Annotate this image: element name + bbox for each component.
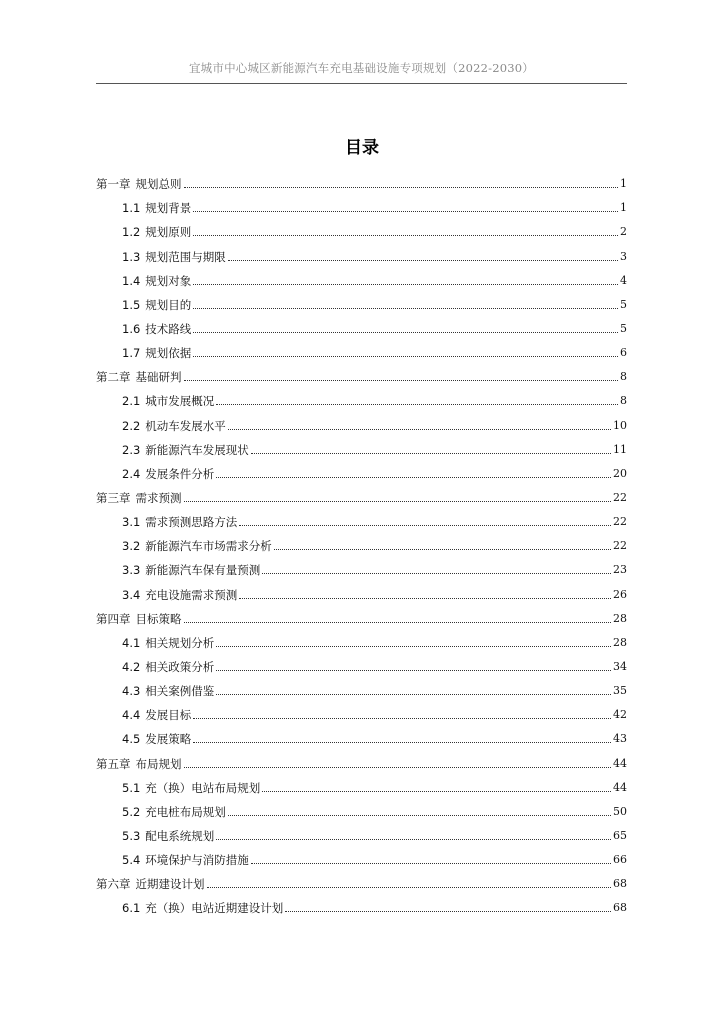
- toc-dot-leader: [228, 429, 611, 430]
- toc-section-entry[interactable]: [96, 700, 627, 724]
- toc-entry-title: 布局规划: [135, 756, 182, 771]
- toc-entry-number: 2.1: [122, 394, 141, 409]
- toc-entry-number: 3.3: [122, 563, 141, 578]
- toc-page-number: 3: [620, 249, 627, 263]
- toc-dot-leader: [216, 646, 611, 647]
- toc-dot-leader: [184, 380, 619, 381]
- toc-entry-label: [122, 538, 272, 555]
- toc-entry-label: [122, 707, 191, 724]
- toc-entry-label: [122, 562, 260, 579]
- toc-page-number: 68: [613, 877, 627, 891]
- toc-entry-number: 4.4: [122, 708, 141, 723]
- toc-section-entry[interactable]: [96, 217, 627, 241]
- toc-entry-number: 第四章: [96, 611, 131, 626]
- toc-entry-number: 3.2: [122, 539, 141, 554]
- toc-page-number: 23: [613, 563, 627, 577]
- toc-entry-number: 4.1: [122, 635, 141, 650]
- toc-page-number: 28: [613, 635, 627, 649]
- toc-dot-leader: [239, 598, 611, 599]
- toc-section-entry[interactable]: [96, 435, 627, 459]
- toc-section-entry[interactable]: [96, 338, 627, 362]
- toc-entry-label: [96, 490, 182, 507]
- toc-section-entry[interactable]: [96, 845, 627, 869]
- toc-entry-number: 4.3: [122, 684, 141, 699]
- toc-page-number: 26: [613, 587, 627, 601]
- toc-entry-title: 配电系统规划: [145, 828, 215, 843]
- toc-entry-title: 新能源汽车市场需求分析: [145, 539, 272, 554]
- table-of-contents: [96, 169, 627, 917]
- toc-entry-number: 第六章: [96, 877, 131, 892]
- toc-page-number: 65: [613, 828, 627, 842]
- toc-entry-title: 发展目标: [145, 708, 192, 723]
- toc-entry-label: [122, 418, 226, 435]
- toc-section-entry[interactable]: [96, 314, 627, 338]
- toc-page-number: 1: [620, 177, 627, 191]
- toc-entry-label: [122, 224, 191, 241]
- toc-page-number: 42: [613, 708, 627, 722]
- toc-entry-label: [122, 683, 214, 700]
- toc-page-number: 66: [613, 853, 627, 867]
- toc-entry-number: 第五章: [96, 756, 131, 771]
- toc-entry-number: 第三章: [96, 490, 131, 505]
- toc-section-entry[interactable]: [96, 579, 627, 603]
- toc-entry-title: 新能源汽车保有量预测: [145, 563, 261, 578]
- toc-entry-label: [122, 297, 191, 314]
- toc-entry-number: 6.1: [122, 901, 141, 916]
- toc-entry-title: 基础研判: [135, 370, 182, 385]
- toc-entry-label: [122, 828, 214, 845]
- toc-section-entry[interactable]: [96, 724, 627, 748]
- toc-entry-number: 4.5: [122, 732, 141, 747]
- toc-dot-leader: [262, 791, 611, 792]
- toc-entry-title: 规划对象: [145, 273, 192, 288]
- toc-entry-number: 1.5: [122, 297, 141, 312]
- header-divider: [96, 83, 627, 84]
- toc-entry-number: 3.4: [122, 587, 141, 602]
- toc-entry-label: [122, 321, 191, 338]
- toc-dot-leader: [193, 332, 618, 333]
- toc-dot-leader: [216, 477, 611, 478]
- toc-entry-label: [122, 852, 249, 869]
- toc-page-number: 22: [613, 490, 627, 504]
- toc-entry-title: 目标策略: [135, 611, 182, 626]
- toc-page-number: 8: [620, 370, 627, 384]
- toc-entry-label: [122, 442, 249, 459]
- toc-entry-title: 需求预测: [135, 490, 182, 505]
- toc-entry-title: 充（换）电站布局规划: [145, 780, 261, 795]
- toc-page-number: 68: [613, 901, 627, 915]
- toc-entry-title: 充电桩布局规划: [145, 804, 226, 819]
- toc-entry-title: 相关案例借鉴: [145, 684, 215, 699]
- toc-entry-label: [122, 514, 237, 531]
- toc-dot-leader: [216, 839, 611, 840]
- toc-entry-label: [122, 249, 226, 266]
- toc-entry-title: 需求预测思路方法: [145, 515, 238, 530]
- toc-dot-leader: [193, 235, 618, 236]
- toc-entry-label: [122, 466, 214, 483]
- toc-section-entry[interactable]: [96, 531, 627, 555]
- toc-entry-number: 1.2: [122, 225, 141, 240]
- toc-entry-title: 近期建设计划: [135, 877, 205, 892]
- toc-dot-leader: [274, 549, 611, 550]
- toc-dot-leader: [228, 260, 618, 261]
- toc-entry-title: 充（换）电站近期建设计划: [145, 901, 284, 916]
- toc-page-number: 6: [620, 346, 627, 360]
- toc-dot-leader: [216, 404, 618, 405]
- toc-page-number: 34: [613, 659, 627, 673]
- toc-entry-title: 环境保护与消防措施: [145, 853, 249, 868]
- toc-page-number: 4: [620, 273, 627, 287]
- toc-entry-label: [122, 393, 214, 410]
- toc-entry-number: 1.4: [122, 273, 141, 288]
- toc-entry-label: [122, 900, 283, 917]
- toc-page-number: 11: [613, 442, 627, 456]
- toc-page-number: 5: [620, 321, 627, 335]
- toc-entry-label: [122, 345, 191, 362]
- toc-dot-leader: [216, 694, 611, 695]
- toc-entry-label: [96, 611, 182, 628]
- toc-dot-leader: [228, 815, 611, 816]
- toc-page-number: 2: [620, 225, 627, 239]
- toc-entry-title: 相关政策分析: [145, 659, 215, 674]
- toc-entry-title: 规划总则: [135, 177, 182, 192]
- toc-entry-title: 城市发展概况: [145, 394, 215, 409]
- toc-entry-number: 5.1: [122, 780, 141, 795]
- toc-dot-leader: [193, 284, 618, 285]
- toc-entry-label: [122, 804, 226, 821]
- toc-section-entry[interactable]: [96, 290, 627, 314]
- toc-section-entry[interactable]: [96, 266, 627, 290]
- toc-entry-label: [122, 635, 214, 652]
- toc-section-entry[interactable]: [96, 797, 627, 821]
- toc-entry-label: [122, 659, 214, 676]
- toc-page-number: 44: [613, 756, 627, 770]
- toc-entry-number: 2.3: [122, 442, 141, 457]
- toc-dot-leader: [251, 863, 611, 864]
- toc-entry-number: 1.6: [122, 321, 141, 336]
- toc-section-entry[interactable]: [96, 821, 627, 845]
- toc-section-entry[interactable]: [96, 193, 627, 217]
- toc-entry-title: 新能源汽车发展现状: [145, 442, 249, 457]
- toc-chapter-entry[interactable]: [96, 362, 627, 386]
- toc-page-number: 1: [620, 201, 627, 215]
- toc-page-number: 35: [613, 684, 627, 698]
- toc-dot-leader: [193, 742, 611, 743]
- toc-dot-leader: [193, 356, 618, 357]
- toc-entry-label: [122, 200, 191, 217]
- toc-dot-leader: [239, 525, 611, 526]
- toc-entry-number: 5.4: [122, 853, 141, 868]
- toc-entry-label: [96, 876, 205, 893]
- toc-dot-leader: [184, 767, 612, 768]
- toc-entry-title: 规划背景: [145, 201, 192, 216]
- toc-entry-title: 充电设施需求预测: [145, 587, 238, 602]
- toc-dot-leader: [184, 501, 612, 502]
- toc-entry-title: 规划依据: [145, 346, 192, 361]
- toc-entry-number: 4.2: [122, 659, 141, 674]
- toc-chapter-entry[interactable]: [96, 748, 627, 772]
- toc-page-number: 28: [613, 611, 627, 625]
- toc-section-entry[interactable]: [96, 386, 627, 410]
- toc-entry-number: 第一章: [96, 177, 131, 192]
- toc-dot-leader: [207, 887, 612, 888]
- toc-section-entry[interactable]: [96, 410, 627, 434]
- toc-page-number: 10: [613, 418, 627, 432]
- toc-page-number: 8: [620, 394, 627, 408]
- toc-entry-title: 技术路线: [145, 321, 192, 336]
- toc-entry-title: 规划范围与期限: [145, 249, 226, 264]
- toc-entry-number: 2.4: [122, 466, 141, 481]
- toc-dot-leader: [193, 211, 618, 212]
- toc-chapter-entry[interactable]: [96, 869, 627, 893]
- toc-entry-number: 1.7: [122, 346, 141, 361]
- toc-entry-label: [122, 780, 260, 797]
- toc-entry-title: 相关规划分析: [145, 635, 215, 650]
- toc-dot-leader: [262, 573, 611, 574]
- toc-entry-label: [122, 273, 191, 290]
- toc-section-entry[interactable]: [96, 773, 627, 797]
- toc-dot-leader: [285, 911, 611, 912]
- toc-dot-leader: [216, 670, 611, 671]
- toc-entry-label: [96, 369, 182, 386]
- toc-page-number: 20: [613, 466, 627, 480]
- toc-chapter-entry[interactable]: [96, 604, 627, 628]
- toc-entry-number: 1.1: [122, 201, 141, 216]
- toc-section-entry[interactable]: [96, 459, 627, 483]
- toc-entry-title: 规划目的: [145, 297, 192, 312]
- toc-page-number: 50: [613, 804, 627, 818]
- toc-entry-label: [122, 731, 191, 748]
- toc-entry-label: [122, 587, 237, 604]
- toc-entry-label: [96, 176, 182, 193]
- toc-section-entry[interactable]: [96, 241, 627, 265]
- toc-section-entry[interactable]: [96, 676, 627, 700]
- toc-entry-number: 3.1: [122, 515, 141, 530]
- toc-section-entry[interactable]: [96, 555, 627, 579]
- toc-section-entry[interactable]: [96, 507, 627, 531]
- toc-entry-title: 规划原则: [145, 225, 192, 240]
- toc-entry-number: 1.3: [122, 249, 141, 264]
- toc-page-number: 22: [613, 539, 627, 553]
- toc-page-number: 44: [613, 780, 627, 794]
- running-header: 宜城市中心城区新能源汽车充电基础设施专项规划（2022-2030）: [188, 61, 535, 75]
- toc-page-number: 22: [613, 515, 627, 529]
- toc-section-entry[interactable]: [96, 652, 627, 676]
- toc-page-number: 43: [613, 732, 627, 746]
- toc-dot-leader: [251, 453, 611, 454]
- toc-section-entry[interactable]: [96, 628, 627, 652]
- toc-dot-leader: [184, 622, 612, 623]
- toc-section-entry[interactable]: [96, 893, 627, 917]
- toc-dot-leader: [193, 718, 611, 719]
- toc-entry-number: 5.2: [122, 804, 141, 819]
- toc-entry-title: 机动车发展水平: [145, 418, 226, 433]
- toc-entry-number: 第二章: [96, 370, 131, 385]
- toc-chapter-entry[interactable]: [96, 169, 627, 193]
- toc-entry-number: 5.3: [122, 828, 141, 843]
- toc-dot-leader: [193, 308, 618, 309]
- toc-entry-title: 发展条件分析: [145, 466, 215, 481]
- toc-dot-leader: [184, 187, 619, 188]
- toc-entry-label: [96, 756, 182, 773]
- toc-entry-title: 发展策略: [145, 732, 192, 747]
- toc-page-number: 5: [620, 297, 627, 311]
- toc-title: 目录: [345, 138, 379, 158]
- toc-chapter-entry[interactable]: [96, 483, 627, 507]
- toc-entry-number: 2.2: [122, 418, 141, 433]
